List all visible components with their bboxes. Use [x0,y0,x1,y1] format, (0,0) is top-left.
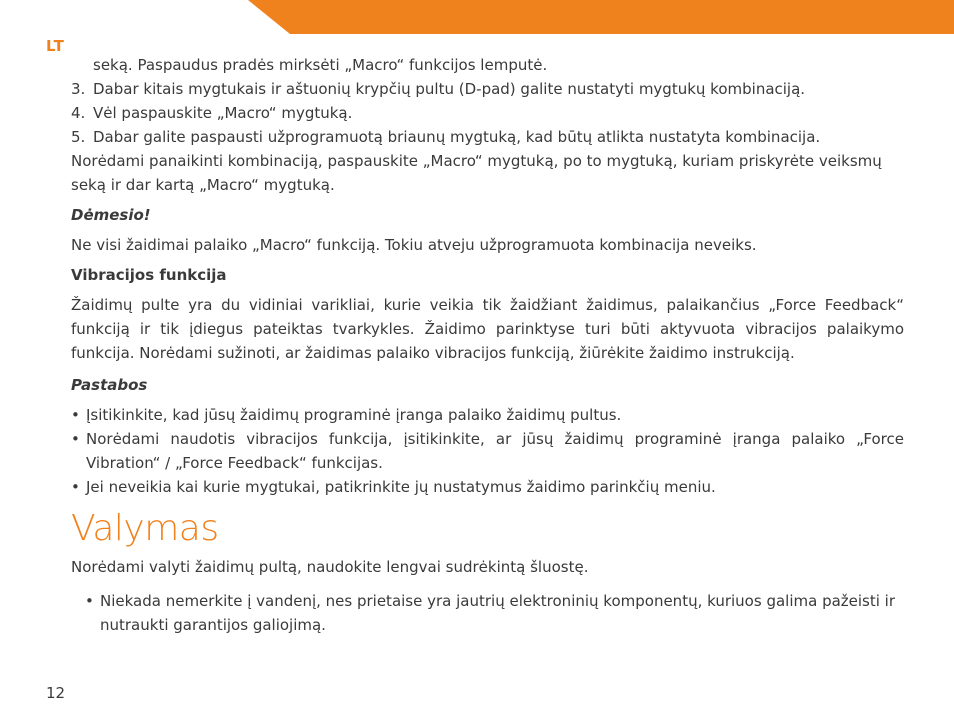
vibration-text: Žaidimų pulte yra du vidiniai varikliai, kurie veikia tik žaidžiant žaidimus, palaikančius „Force Feedback“ funkciją ir tik įdiegus pateiktas tvarkykles. Žaidimo parinktyse turi būti aktyvuota vibracijos palaikymo funkcija. Norėdami sužinoti, ar žaidimas palaiko vibracijos funkciją, žiūrėkite žaidimo instrukciją. [71,296,904,362]
list-item [71,403,904,427]
step-number: 5. [71,128,86,146]
attention-text: Ne visi žaidimai palaiko „Macro“ funkciją. Tokiu atveju užprogramuota kombinacija neveiks. [71,236,757,254]
bullet: • [71,478,80,496]
cleaning-bullet-text: Niekada nemerkite į vandenį, nes prietaise yra jautrių elektroninių komponentų, kuriuos galima pažeisti ir nutraukti garantijos galiojimą. [100,592,896,634]
continued-line: seką. Paspaudus pradės mirksėti „Macro“ funkcijos lemputė. [93,56,548,74]
cleaning-text: Norėdami valyti žaidimų pultą, naudokite lengvai sudrėkintą šluostę. [71,558,589,576]
note-text: Įsitikinkite, kad jūsų žaidimų programinė įranga palaiko žaidimų pultus. [86,406,622,424]
cleaning-list [71,589,904,637]
step-number: 3. [71,80,86,98]
bullet: • [71,406,80,424]
attention-heading: Dėmesio! [71,206,151,224]
page-number: 12 [46,684,66,702]
list-item [71,427,904,475]
page-content [71,53,904,637]
vibration-heading: Vibracijos funkcija [71,266,227,284]
step-item [71,125,904,149]
language-label: LT [46,37,65,55]
step-number: 4. [71,104,86,122]
step-text: Vėl paspauskite „Macro“ mygtuką. [93,104,353,122]
cleaning-title: Valymas [71,508,219,549]
step-text: Dabar galite paspausti užprogramuotą briaunų mygtuką, kad būtų atlikta nustatyta kombinacija. [93,128,821,146]
note-text: Jei neveikia kai kurie mygtukai, patikrinkite jų nustatymus žaidimo parinkčių meniu. [86,478,716,496]
bullet: • [85,592,94,610]
step-item [71,77,904,101]
step-item [71,101,904,125]
step-text: Dabar kitais mygtukais ir aštuonių krypčių pultu (D-pad) galite nustatyti mygtukų kombinaciją. [93,80,806,98]
bullet: • [71,430,80,448]
list-item [71,475,904,499]
notes-heading: Pastabos [71,376,148,394]
notes-list [71,403,904,499]
note-text: Norėdami naudotis vibracijos funkcija, įsitikinkite, ar jūsų žaidimų programinė įranga palaiko „Force Vibration“ / „Force Feedback“ funkcijas. [86,430,904,472]
remove-combination-text: Norėdami panaikinti kombinaciją, paspauskite „Macro“ mygtuką, po to mygtuką, kuriam priskyrėte veiksmų seką ir dar kartą „Macro“ mygtuką. [71,152,882,194]
header-accent-bar [248,0,954,34]
list-item [85,589,904,637]
